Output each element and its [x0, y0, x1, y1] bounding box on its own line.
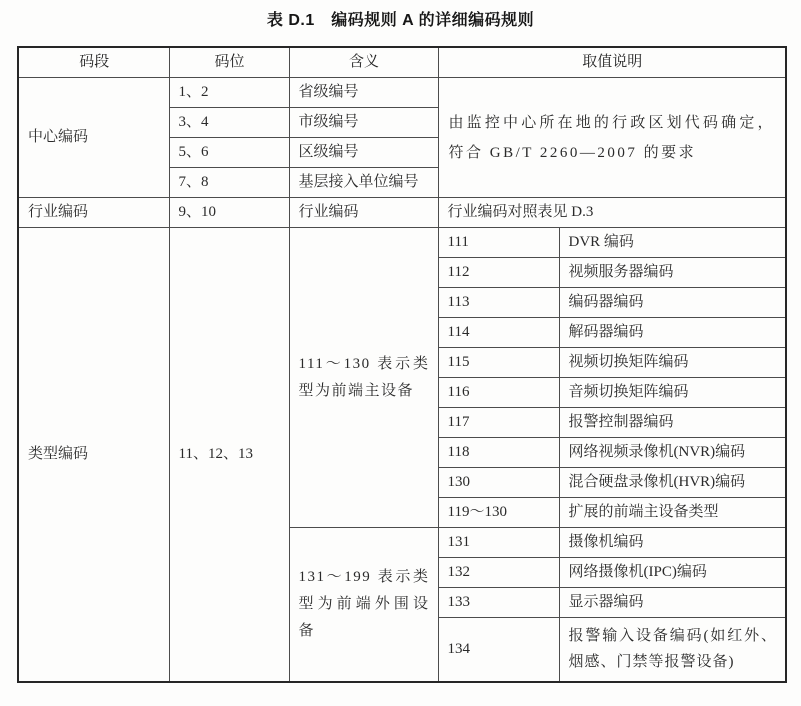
cell-segment-industry: 行业编码 [18, 198, 169, 228]
table-title: 表 D.1 编码规则 A 的详细编码规则 [266, 12, 535, 29]
cell-meaning: 基层接入单位编号 [289, 168, 438, 198]
table-row [18, 228, 786, 258]
cell-type-desc: 解码器编码 [559, 318, 786, 348]
cell-type-desc: 显示器编码 [559, 588, 786, 618]
cell-group-meaning-front-peripheral: 131～199 表示类型为前端外围设备 [289, 528, 438, 682]
cell-type-code: 133 [438, 588, 559, 618]
header-value-description: 取值说明 [438, 47, 786, 78]
cell-type-desc: 摄像机编码 [559, 528, 786, 558]
cell-type-code: 117 [438, 408, 559, 438]
cell-segment-type: 类型编码 [18, 228, 169, 682]
cell-type-desc: DVR 编码 [559, 228, 786, 258]
cell-type-code: 116 [438, 378, 559, 408]
cell-type-desc: 扩展的前端主设备类型 [559, 498, 786, 528]
cell-type-desc: 视频切换矩阵编码 [559, 348, 786, 378]
cell-pos: 1、2 [169, 78, 289, 108]
table-row [18, 78, 786, 108]
cell-pos: 7、8 [169, 168, 289, 198]
cell-type-code: 118 [438, 438, 559, 468]
cell-pos-type: 11、12、13 [169, 228, 289, 682]
cell-type-desc: 视频服务器编码 [559, 258, 786, 288]
header-code-segment: 码段 [18, 47, 169, 78]
cell-type-desc: 混合硬盘录像机(HVR)编码 [559, 468, 786, 498]
cell-industry-value-description: 行业编码对照表见 D.3 [438, 198, 786, 228]
cell-type-code: 112 [438, 258, 559, 288]
table-row [18, 198, 786, 228]
cell-pos: 3、4 [169, 108, 289, 138]
header-code-position: 码位 [169, 47, 289, 78]
coding-rule-table [17, 46, 787, 683]
cell-meaning: 市级编号 [289, 108, 438, 138]
cell-meaning: 区级编号 [289, 138, 438, 168]
cell-pos: 5、6 [169, 138, 289, 168]
cell-type-code: 113 [438, 288, 559, 318]
cell-type-code: 115 [438, 348, 559, 378]
cell-type-desc: 报警控制器编码 [559, 408, 786, 438]
cell-group-meaning-front-main: 111～130 表示类型为前端主设备 [289, 228, 438, 528]
cell-type-code: 111 [438, 228, 559, 258]
cell-segment-center: 中心编码 [18, 78, 169, 198]
cell-type-code: 131 [438, 528, 559, 558]
cell-type-code: 119～130 [438, 498, 559, 528]
cell-meaning: 省级编号 [289, 78, 438, 108]
cell-meaning: 行业编码 [289, 198, 438, 228]
header-row [18, 47, 786, 78]
cell-center-value-description: 由监控中心所在地的行政区划代码确定，符合 GB/T 2260—2007 的要求 [438, 78, 786, 198]
cell-type-code: 114 [438, 318, 559, 348]
cell-type-desc: 编码器编码 [559, 288, 786, 318]
cell-pos: 9、10 [169, 198, 289, 228]
header-meaning: 含义 [289, 47, 438, 78]
cell-type-code: 134 [438, 618, 559, 682]
cell-type-code: 132 [438, 558, 559, 588]
cell-type-desc: 报警输入设备编码(如红外、烟感、门禁等报警设备) [559, 618, 786, 682]
cell-type-desc: 网络摄像机(IPC)编码 [559, 558, 786, 588]
cell-type-code: 130 [438, 468, 559, 498]
cell-type-desc: 音频切换矩阵编码 [559, 378, 786, 408]
cell-type-desc: 网络视频录像机(NVR)编码 [559, 438, 786, 468]
